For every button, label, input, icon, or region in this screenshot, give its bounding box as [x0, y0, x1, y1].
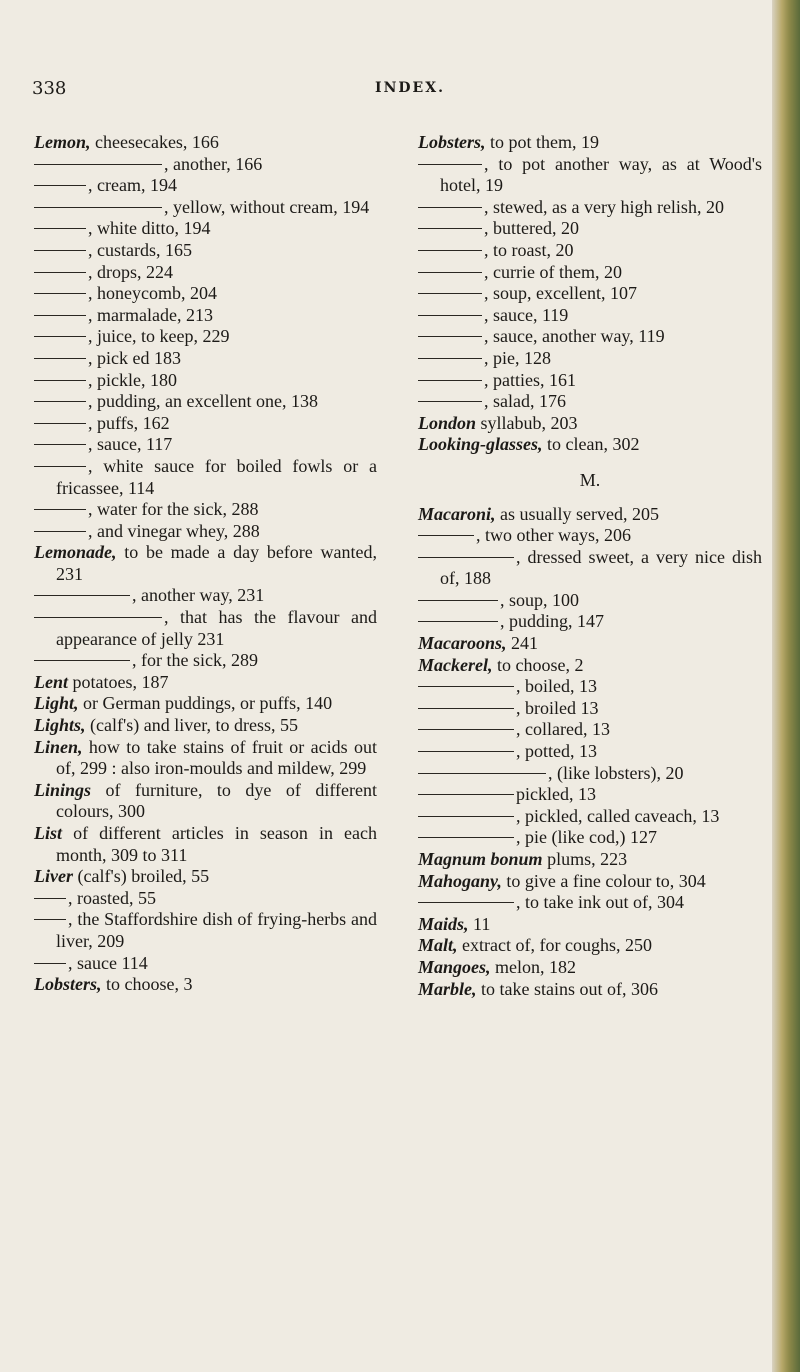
index-entry — [34, 715, 377, 737]
index-entry — [34, 737, 377, 780]
entry-text: potatoes, 187 — [68, 671, 169, 692]
entry-text: , boiled, 13 — [516, 676, 597, 697]
ditto-dash — [418, 535, 474, 536]
entry-text: 241 — [506, 633, 539, 654]
index-entry — [418, 218, 762, 240]
entry-text: , another, 166 — [164, 153, 263, 174]
ditto-dash — [34, 531, 86, 532]
entry-text: , yellow, without cream, 194 — [164, 196, 370, 217]
ditto-dash — [418, 228, 482, 229]
index-entry — [34, 283, 377, 305]
entry-text: , pie (like cod,) 127 — [516, 827, 657, 848]
entry-text: , drops, 224 — [88, 261, 173, 282]
entry-text: , collared, 13 — [516, 719, 610, 740]
index-entry — [34, 499, 377, 521]
entry-text: , soup, 100 — [500, 589, 580, 610]
index-entry — [34, 585, 377, 607]
index-entry — [418, 827, 762, 849]
index-entry — [34, 693, 377, 715]
headword: Magnum bonum — [418, 849, 543, 869]
index-entry — [418, 132, 762, 154]
ditto-dash — [34, 509, 86, 510]
entry-text: , stewed, as a very high relish, 20 — [484, 196, 724, 217]
entry-text: , salad, 176 — [484, 391, 566, 412]
entry-text: , for the sick, 289 — [132, 650, 258, 671]
entry-text: , patties, 161 — [484, 369, 576, 390]
index-entry — [34, 672, 377, 694]
index-entry — [418, 434, 762, 456]
index-entry — [418, 719, 762, 741]
index-entry — [34, 175, 377, 197]
index-entry — [418, 957, 762, 979]
entry-text: , to roast, 20 — [484, 239, 574, 260]
index-entry — [34, 348, 377, 370]
ditto-dash — [418, 401, 482, 402]
index-entry — [34, 953, 377, 975]
ditto-dash — [418, 708, 514, 709]
ditto-dash — [34, 336, 86, 337]
entry-text: , broiled 13 — [516, 697, 599, 718]
entry-text: , buttered, 20 — [484, 218, 579, 239]
entry-text: to give a fine colour to, 304 — [501, 870, 706, 891]
headword: Mahogany, — [418, 870, 502, 891]
ditto-dash — [34, 617, 162, 618]
index-entry — [418, 935, 762, 957]
index-entry — [418, 305, 762, 327]
index-entry — [34, 607, 377, 650]
headword: Lemon, — [34, 132, 91, 152]
entry-text: or German puddings, or puffs, 140 — [78, 693, 333, 714]
ditto-dash — [34, 595, 130, 596]
index-entry — [418, 633, 762, 655]
headword: Marble, — [418, 978, 477, 999]
entry-text: , puffs, 162 — [88, 412, 170, 433]
ditto-dash — [418, 380, 482, 381]
headword: Lent — [34, 671, 68, 692]
entry-text: to pot them, 19 — [485, 132, 599, 152]
ditto-dash — [418, 751, 514, 752]
page-header — [0, 78, 772, 102]
index-entry — [418, 326, 762, 348]
entry-text: , roasted, 55 — [68, 887, 156, 908]
entry-text: of furniture, to dye of different colours, 300 — [56, 779, 377, 822]
section-letter: M. — [579, 469, 601, 490]
ditto-dash — [418, 315, 482, 316]
headword: Lobsters, — [34, 974, 102, 995]
index-entry — [34, 132, 377, 154]
index-entry — [418, 197, 762, 219]
index-entry — [418, 892, 762, 914]
entry-text: , potted, 13 — [516, 741, 597, 762]
index-entry — [418, 741, 762, 763]
ditto-dash — [418, 837, 514, 838]
index-entry — [418, 240, 762, 262]
ditto-dash — [418, 293, 482, 294]
ditto-dash — [34, 898, 66, 899]
ditto-dash — [418, 336, 482, 337]
entry-text: to be made a day before wanted, 231 — [56, 542, 377, 584]
ditto-dash — [34, 228, 86, 229]
ditto-dash — [418, 794, 514, 795]
ditto-dash — [34, 919, 66, 920]
headword: Macaroons, — [418, 633, 507, 654]
index-entry — [34, 326, 377, 348]
index-entry — [34, 413, 377, 435]
entry-text: melon, 182 — [490, 956, 577, 977]
entry-text: , currie of them, 20 — [484, 261, 622, 282]
index-entry — [418, 590, 762, 612]
entry-text: how to take stains of fruit or acids out of, 299 : also iron-moulds and mildew, 299 — [56, 736, 377, 779]
index-entry — [418, 784, 762, 806]
ditto-dash — [418, 250, 482, 251]
entry-text: , white sauce for boiled fowls or a fricassee, 114 — [56, 455, 377, 498]
index-entry — [34, 391, 377, 413]
headword: Lemonade, — [34, 542, 117, 563]
entry-text: , pick ed 183 — [88, 347, 181, 368]
index-entry — [418, 413, 762, 435]
index-entry — [418, 504, 762, 526]
entry-text: , sauce, 119 — [484, 304, 569, 325]
entry-text: , to pot another way, as at Wood's hotel, 19 — [440, 153, 762, 196]
entry-text: , pickled, called caveach, 13 — [516, 805, 720, 826]
index-entry — [34, 542, 377, 585]
entry-text: , sauce, another way, 119 — [484, 326, 665, 347]
entry-text: extract of, for coughs, 250 — [457, 935, 652, 956]
entry-text: , white ditto, 194 — [88, 218, 211, 239]
headword: List — [34, 823, 63, 843]
ditto-dash — [34, 423, 86, 424]
entry-text: , marmalade, 213 — [88, 304, 213, 325]
entry-text: , two other ways, 206 — [476, 525, 631, 546]
ditto-dash — [418, 621, 498, 622]
index-entry — [418, 154, 762, 197]
ditto-dash — [418, 686, 514, 687]
entry-text: , soup, excellent, 107 — [484, 283, 637, 304]
ditto-dash — [34, 466, 86, 467]
headword: Linings — [34, 779, 92, 800]
index-entry — [418, 849, 762, 871]
entry-text: (calf's) and liver, to dress, 55 — [85, 715, 298, 736]
ditto-dash — [418, 816, 514, 817]
entry-text: (calf's) broiled, 55 — [72, 866, 210, 887]
ditto-dash — [418, 272, 482, 273]
entry-text: 11 — [468, 913, 491, 934]
index-entry — [418, 283, 762, 305]
index-entry — [418, 979, 762, 1001]
index-entry — [418, 806, 762, 828]
entry-text: , dressed sweet, a very nice dish of, 188 — [440, 546, 762, 589]
index-entry — [34, 521, 377, 543]
index-entry — [418, 370, 762, 392]
entry-text: syllabub, 203 — [476, 412, 578, 433]
ditto-dash — [418, 358, 482, 359]
entry-text: , the Staffordshire dish of frying-herbs and liver, 209 — [56, 909, 377, 951]
index-entry — [418, 262, 762, 284]
headword: Macaroni, — [418, 503, 496, 524]
page-number: 338 — [32, 78, 67, 99]
entry-text: , another way, 231 — [132, 585, 265, 606]
headword: Liver — [34, 866, 73, 887]
index-entry — [418, 391, 762, 413]
ditto-dash — [34, 272, 86, 273]
entry-text: , cream, 194 — [88, 175, 177, 196]
entry-text: to clean, 302 — [542, 434, 640, 455]
index-entry — [34, 434, 377, 456]
entry-text: , pickle, 180 — [88, 369, 177, 390]
index-entry — [418, 611, 762, 633]
index-entry — [34, 823, 377, 866]
entry-text: , juice, to keep, 229 — [88, 326, 230, 347]
index-column-right — [418, 132, 762, 1000]
headword: London — [418, 412, 477, 433]
entry-text: of different articles in season in each month, 309 to 311 — [56, 823, 377, 865]
headword: Lights, — [34, 715, 86, 736]
ditto-dash — [418, 557, 514, 558]
headword: Maids, — [418, 913, 469, 934]
running-head: INDEX. — [375, 80, 445, 96]
entry-text: pickled, 13 — [516, 784, 596, 805]
index-column-left — [34, 132, 377, 996]
index-entry — [418, 348, 762, 370]
ditto-dash — [418, 729, 514, 730]
ditto-dash — [34, 660, 130, 661]
index-entry — [34, 888, 377, 910]
ditto-dash — [418, 164, 482, 165]
ditto-dash — [34, 963, 66, 964]
entry-text: as usually served, 205 — [495, 503, 659, 524]
headword: Lobsters, — [418, 132, 486, 152]
ditto-dash — [34, 358, 86, 359]
entry-text: , pudding, 147 — [500, 611, 605, 632]
ditto-dash — [34, 185, 86, 186]
entry-text: , water for the sick, 288 — [88, 499, 259, 520]
index-entry — [34, 866, 377, 888]
index-entry — [34, 197, 377, 219]
index-entry — [34, 218, 377, 240]
entry-text: , honeycomb, 204 — [88, 283, 217, 304]
headword: Malt, — [418, 935, 458, 956]
index-entry — [418, 655, 762, 677]
ditto-dash — [418, 902, 514, 903]
page-edge — [772, 0, 800, 1372]
index-entry — [34, 974, 377, 996]
entry-text: , (like lobsters), 20 — [548, 762, 684, 783]
entry-text: , sauce, 117 — [88, 434, 173, 455]
ditto-dash — [34, 164, 162, 165]
index-entry — [34, 154, 377, 176]
index-entry — [418, 676, 762, 698]
entry-text: , custards, 165 — [88, 239, 192, 260]
entry-text: to choose, 2 — [492, 654, 584, 675]
entry-text: , and vinegar whey, 288 — [88, 520, 260, 541]
headword: Looking-glasses, — [418, 434, 543, 455]
index-entry — [418, 525, 762, 547]
ditto-dash — [418, 207, 482, 208]
headword: Mangoes, — [418, 956, 491, 977]
index-entry — [34, 370, 377, 392]
index-entry — [34, 240, 377, 262]
index-entry — [34, 456, 377, 499]
index-entry — [34, 262, 377, 284]
ditto-dash — [34, 250, 86, 251]
ditto-dash — [34, 293, 86, 294]
entry-text: to choose, 3 — [101, 974, 193, 995]
ditto-dash — [34, 315, 86, 316]
entry-text: plums, 223 — [542, 849, 628, 869]
ditto-dash — [418, 600, 498, 601]
entry-text: , to take ink out of, 304 — [516, 892, 684, 913]
ditto-dash — [34, 380, 86, 381]
index-entry — [34, 305, 377, 327]
index-entry — [34, 780, 377, 823]
headword: Light, — [34, 693, 79, 714]
ditto-dash — [34, 401, 86, 402]
index-entry — [418, 914, 762, 936]
entry-text: , pie, 128 — [484, 347, 551, 368]
ditto-dash — [418, 773, 546, 774]
index-entry — [418, 547, 762, 590]
index-entry — [418, 763, 762, 785]
index-entry — [34, 909, 377, 952]
entry-text: , that has the flavour and appearance of jelly 231 — [56, 607, 377, 649]
ditto-dash — [34, 207, 162, 208]
index-entry — [418, 698, 762, 720]
entry-text: to take stains out of, 306 — [476, 978, 658, 999]
entry-text: , sauce 114 — [68, 952, 148, 973]
index-entry — [34, 650, 377, 672]
entry-text: cheesecakes, 166 — [90, 132, 219, 152]
entry-text: , pudding, an excellent one, 138 — [88, 391, 318, 412]
headword: Linen, — [34, 736, 83, 757]
ditto-dash — [34, 444, 86, 445]
index-entry — [418, 871, 762, 893]
headword: Mackerel, — [418, 654, 493, 675]
